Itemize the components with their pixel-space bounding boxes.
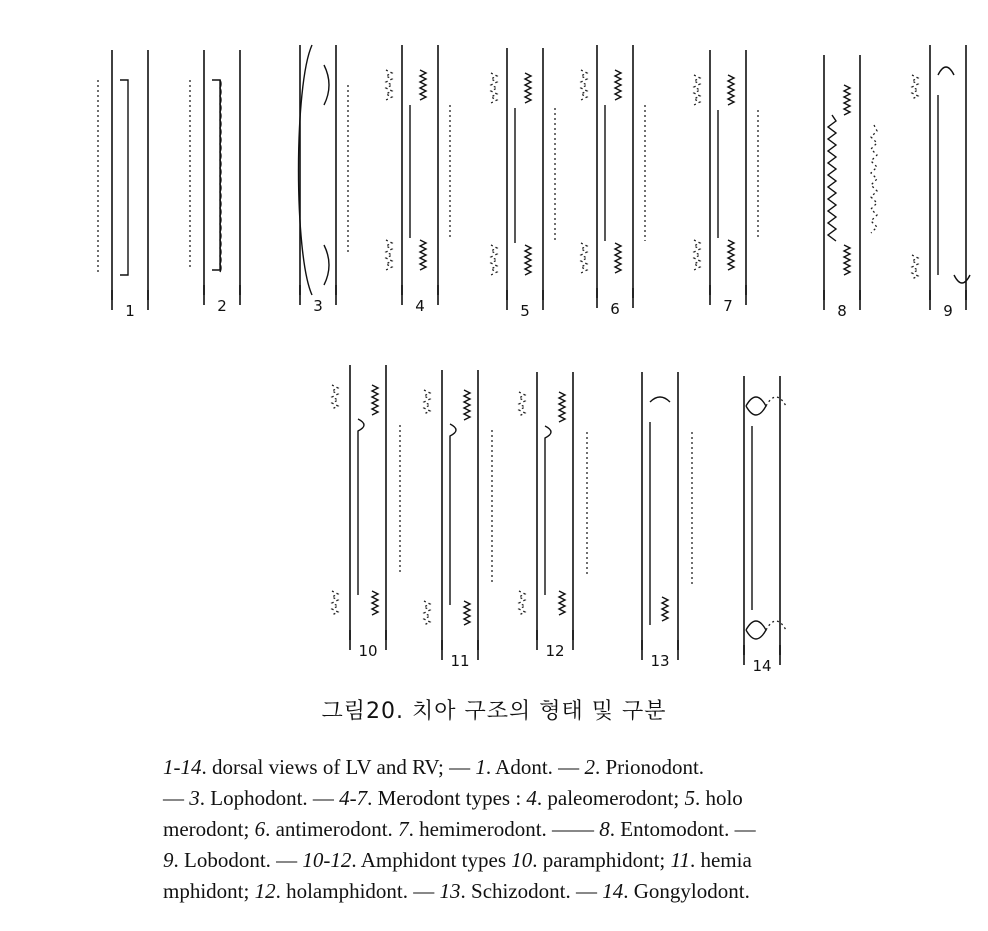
diagram-number-label: 12 bbox=[545, 642, 565, 660]
caption-text: . Lobodont. — bbox=[173, 848, 303, 872]
caption-text: . Schizodont. — bbox=[460, 879, 603, 903]
diagram-number-label: 13 bbox=[650, 652, 670, 670]
diagram-number-label: 1 bbox=[125, 302, 135, 320]
diagram-number-label: 6 bbox=[610, 300, 620, 318]
caption-figure-number: 14 bbox=[602, 879, 624, 903]
diagram-number-label: 9 bbox=[943, 302, 953, 320]
hinge-diagram bbox=[98, 50, 148, 320]
caption-text: . hemia bbox=[689, 848, 752, 872]
caption-figure-number: 3 bbox=[189, 786, 200, 810]
hinge-diagram bbox=[694, 50, 758, 315]
caption-figure-number: 9 bbox=[163, 848, 174, 872]
caption-figure-number: 11 bbox=[670, 848, 690, 872]
caption-figure-number: 4-7 bbox=[339, 786, 368, 810]
caption-text: . Entomodont. — bbox=[609, 817, 756, 841]
caption-text: merodont; bbox=[163, 817, 255, 841]
caption-text: . Gongylodont. bbox=[623, 879, 750, 903]
caption-line bbox=[163, 783, 923, 814]
diagram-number-label: 4 bbox=[415, 297, 425, 315]
caption-text: . Lophodont. — bbox=[199, 786, 340, 810]
diagram-number-label: 8 bbox=[837, 302, 847, 320]
caption-figure-number: 5 bbox=[684, 786, 695, 810]
hinge-diagram bbox=[824, 55, 877, 320]
hinge-diagram bbox=[491, 48, 555, 320]
caption-text: . holo bbox=[694, 786, 743, 810]
caption-figure-number: 1 bbox=[475, 755, 486, 779]
caption-figure-number: 4 bbox=[526, 786, 537, 810]
diagram-number-label: 11 bbox=[450, 652, 470, 670]
caption-figure-number: 10 bbox=[511, 848, 533, 872]
caption-text: . Adont. — bbox=[485, 755, 585, 779]
caption-line bbox=[163, 814, 923, 845]
hinge-diagram bbox=[190, 50, 240, 315]
diagram-number-label: 14 bbox=[752, 657, 772, 675]
caption-text: . Amphidont types bbox=[351, 848, 512, 872]
diagram-number-label: 10 bbox=[358, 642, 378, 660]
hinge-diagram bbox=[519, 372, 587, 660]
caption-text: — bbox=[163, 786, 190, 810]
caption-line bbox=[163, 845, 923, 876]
diagram-number-label: 7 bbox=[723, 297, 733, 315]
diagram-number-label: 3 bbox=[313, 297, 323, 315]
caption-figure-number: 6 bbox=[254, 817, 266, 841]
caption-line bbox=[163, 876, 923, 907]
caption-text: . dorsal views of LV and RV; — bbox=[201, 755, 476, 779]
caption-text: mphidont; bbox=[163, 879, 255, 903]
diagram-number-label: 5 bbox=[520, 302, 530, 320]
hinge-diagram bbox=[642, 372, 692, 670]
caption-text: . Prionodont. bbox=[594, 755, 705, 779]
caption-figure-number: 1-14 bbox=[163, 755, 202, 779]
caption-text: . paramphidont; bbox=[532, 848, 671, 872]
caption-text: . paleomerodont; bbox=[536, 786, 685, 810]
caption-figure-number: 13 bbox=[439, 879, 461, 903]
hinge-diagram bbox=[386, 45, 450, 315]
caption-line bbox=[163, 752, 923, 783]
hinge-diagram bbox=[744, 376, 786, 675]
hinge-diagram bbox=[299, 45, 349, 315]
caption-figure-number: 2 bbox=[584, 755, 595, 779]
caption-figure-number: 10-12 bbox=[302, 848, 352, 872]
figure-title: 그림20. 치아 구조의 형태 및 구분 bbox=[321, 699, 667, 724]
caption-text: . Merodont types : bbox=[367, 786, 527, 810]
caption-text: . antimerodont. bbox=[265, 817, 399, 841]
hinge-diagram bbox=[581, 45, 645, 318]
caption-figure-number: 12 bbox=[254, 879, 276, 903]
caption-text: . hemimerodont. —— bbox=[408, 817, 600, 841]
hinge-diagram bbox=[332, 365, 400, 660]
diagram-number-label: 2 bbox=[217, 297, 227, 315]
figure-caption bbox=[163, 752, 923, 907]
hinge-diagram bbox=[424, 370, 492, 670]
hinge-diagram bbox=[912, 45, 970, 320]
caption-figure-number: 7 bbox=[398, 817, 409, 841]
caption-figure-number: 8 bbox=[599, 817, 610, 841]
caption-text: . holamphidont. — bbox=[275, 879, 440, 903]
